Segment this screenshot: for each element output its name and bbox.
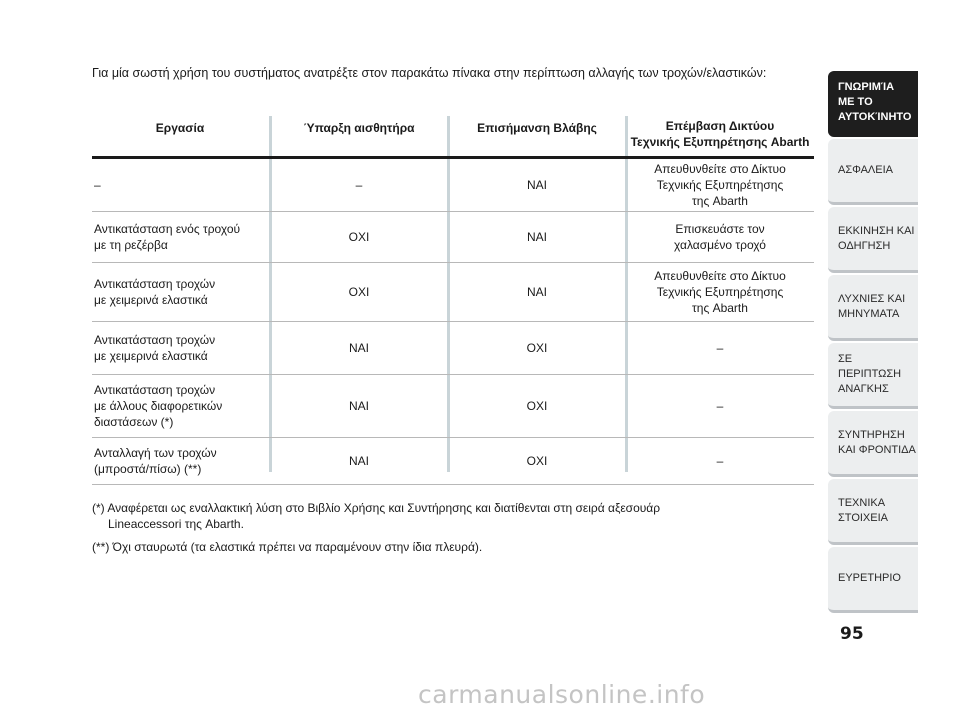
tire-change-table	[92, 114, 814, 485]
footnote-1	[92, 500, 660, 532]
cell-fault-text: ΟΧΙ	[526, 399, 548, 413]
cell-task	[92, 263, 268, 321]
cell-task	[92, 212, 268, 262]
page-number: 95	[840, 624, 864, 644]
cell-action-text: Απευθυνθείτε στο Δίκτυο Τεχνικής Εξυπηρέτησης της Abarth	[654, 162, 786, 208]
cell-task	[92, 322, 268, 374]
cell-fault-text: ΝΑΙ	[526, 178, 547, 192]
header-sensor: Ύπαρξη αισθητήρα	[303, 121, 415, 135]
cell-fault-text: ΝΑΙ	[526, 285, 547, 299]
table-row	[92, 263, 814, 322]
header-service: Επέμβαση Δικτύου Τεχνικής Εξυπηρέτησης Abarth	[630, 119, 810, 149]
cell-action-text: Απευθυνθείτε στο Δίκτυο Τεχνικής Εξυπηρέτησης της Abarth	[654, 269, 786, 315]
cell-action	[626, 322, 814, 374]
footnote-2: (**) Όχι σταυρωτά (τα ελαστικά πρέπει να παραμένουν στην ίδια πλευρά).	[92, 540, 483, 554]
cell-action-text: –	[716, 341, 724, 355]
table-body	[92, 159, 814, 485]
tab-section-4[interactable]	[828, 275, 918, 341]
table-row	[92, 438, 814, 485]
tab-section-7[interactable]	[828, 479, 918, 545]
cell-action	[626, 212, 814, 262]
table-row	[92, 375, 814, 438]
tab-section-2[interactable]	[828, 139, 918, 205]
tab-label: ΣΥΝΤΗΡΗΣΗ ΚΑΙ ΦΡΟΝΤΙΔΑ	[838, 428, 916, 456]
tab-section-5[interactable]	[828, 343, 918, 409]
table-row	[92, 159, 814, 212]
watermark: carmanualsonline.info	[418, 680, 706, 709]
tab-section-1[interactable]	[828, 71, 918, 137]
table-row	[92, 322, 814, 375]
cell-task-text: Αντικατάσταση τροχών με χειμερινά ελαστικά	[94, 277, 216, 307]
cell-sensor-text: ΟΧΙ	[348, 285, 370, 299]
cell-sensor-text: ΟΧΙ	[348, 230, 370, 244]
intro-text: Για μία σωστή χρήση του συστήματος ανατρέξτε στον παρακάτω πίνακα στην περίπτωση αλλαγής των τροχών/ελαστικών:	[92, 66, 767, 80]
cell-fault	[448, 438, 626, 484]
header-fault: Επισήμανση Βλάβης	[477, 121, 597, 135]
cell-sensor	[270, 438, 448, 484]
header-task: Εργασία	[155, 121, 205, 135]
cell-sensor	[270, 375, 448, 437]
tab-section-8[interactable]	[828, 547, 918, 613]
cell-fault-text: ΟΧΙ	[526, 341, 548, 355]
cell-sensor-text: –	[355, 178, 363, 192]
tab-label: ΑΣΦΑΛΕΙΑ	[838, 164, 894, 176]
cell-sensor	[270, 263, 448, 321]
tab-label: ΛΥΧΝΙΕΣ ΚΑΙ ΜΗΝΥΜΑΤΑ	[838, 292, 906, 320]
cell-fault	[448, 263, 626, 321]
tab-label: ΕΥΡΕΤΗΡΙΟ	[838, 572, 901, 584]
tab-label: ΣΕ ΠΕΡΙΠΤΩΣΗ ΑΝΑΓΚΗΣ	[838, 353, 902, 395]
cell-sensor-text: ΝΑΙ	[348, 341, 369, 355]
cell-action	[626, 263, 814, 321]
cell-sensor	[270, 212, 448, 262]
cell-action	[626, 159, 814, 211]
cell-fault-text: ΟΧΙ	[526, 454, 548, 468]
tab-label: ΕΚΚΙΝΗΣΗ ΚΑΙ ΟΔΗΓΗΣΗ	[838, 224, 915, 252]
cell-task-text: Αντικατάσταση τροχών με χειμερινά ελαστικά	[94, 333, 216, 363]
tab-label: ΓΝΩΡΙΜΊΑ ΜΕ ΤΟ ΑΥΤΟΚΊΝΗΤΟ	[838, 81, 912, 123]
table-row	[92, 212, 814, 263]
section-tabs	[828, 71, 918, 615]
cell-fault	[448, 375, 626, 437]
cell-action-text: –	[716, 454, 724, 468]
cell-task-text: Αντικατάσταση τροχών με άλλους διαφορετικών διαστάσεων (*)	[94, 383, 223, 429]
tab-section-3[interactable]	[828, 207, 918, 273]
cell-action	[626, 375, 814, 437]
cell-task-text: –	[94, 178, 101, 192]
cell-task-text: Αντικατάσταση ενός τροχού με τη ρεζέρβα	[94, 222, 241, 252]
cell-fault	[448, 322, 626, 374]
tab-label: ΤΕΧΝΙΚΑ ΣΤΟΙΧΕΙΑ	[838, 496, 888, 524]
tab-section-6[interactable]	[828, 411, 918, 477]
cell-sensor	[270, 159, 448, 211]
cell-sensor-text: ΝΑΙ	[348, 399, 369, 413]
footnote-1-line-2: Lineaccessori της Abarth.	[108, 517, 244, 531]
cell-task	[92, 438, 268, 484]
cell-action-text: Επισκευάστε τον χαλασμένο τροχό	[674, 222, 766, 252]
table-header	[92, 114, 814, 159]
footnote-1-line-1: (*) Αναφέρεται ως εναλλακτική λύση στο Βιβλίο Χρήσης και Συντήρησης και διατίθενται στη σειρά αξεσουάρ	[92, 501, 661, 515]
cell-task-text: Ανταλλαγή των τροχών (μπροστά/πίσω) (**)	[94, 446, 217, 476]
cell-sensor-text: ΝΑΙ	[348, 454, 369, 468]
cell-sensor	[270, 322, 448, 374]
cell-action-text: –	[716, 399, 724, 413]
cell-fault-text: ΝΑΙ	[526, 230, 547, 244]
cell-task	[92, 375, 268, 437]
cell-fault	[448, 212, 626, 262]
cell-action	[626, 438, 814, 484]
cell-fault	[448, 159, 626, 211]
cell-task	[92, 159, 268, 211]
